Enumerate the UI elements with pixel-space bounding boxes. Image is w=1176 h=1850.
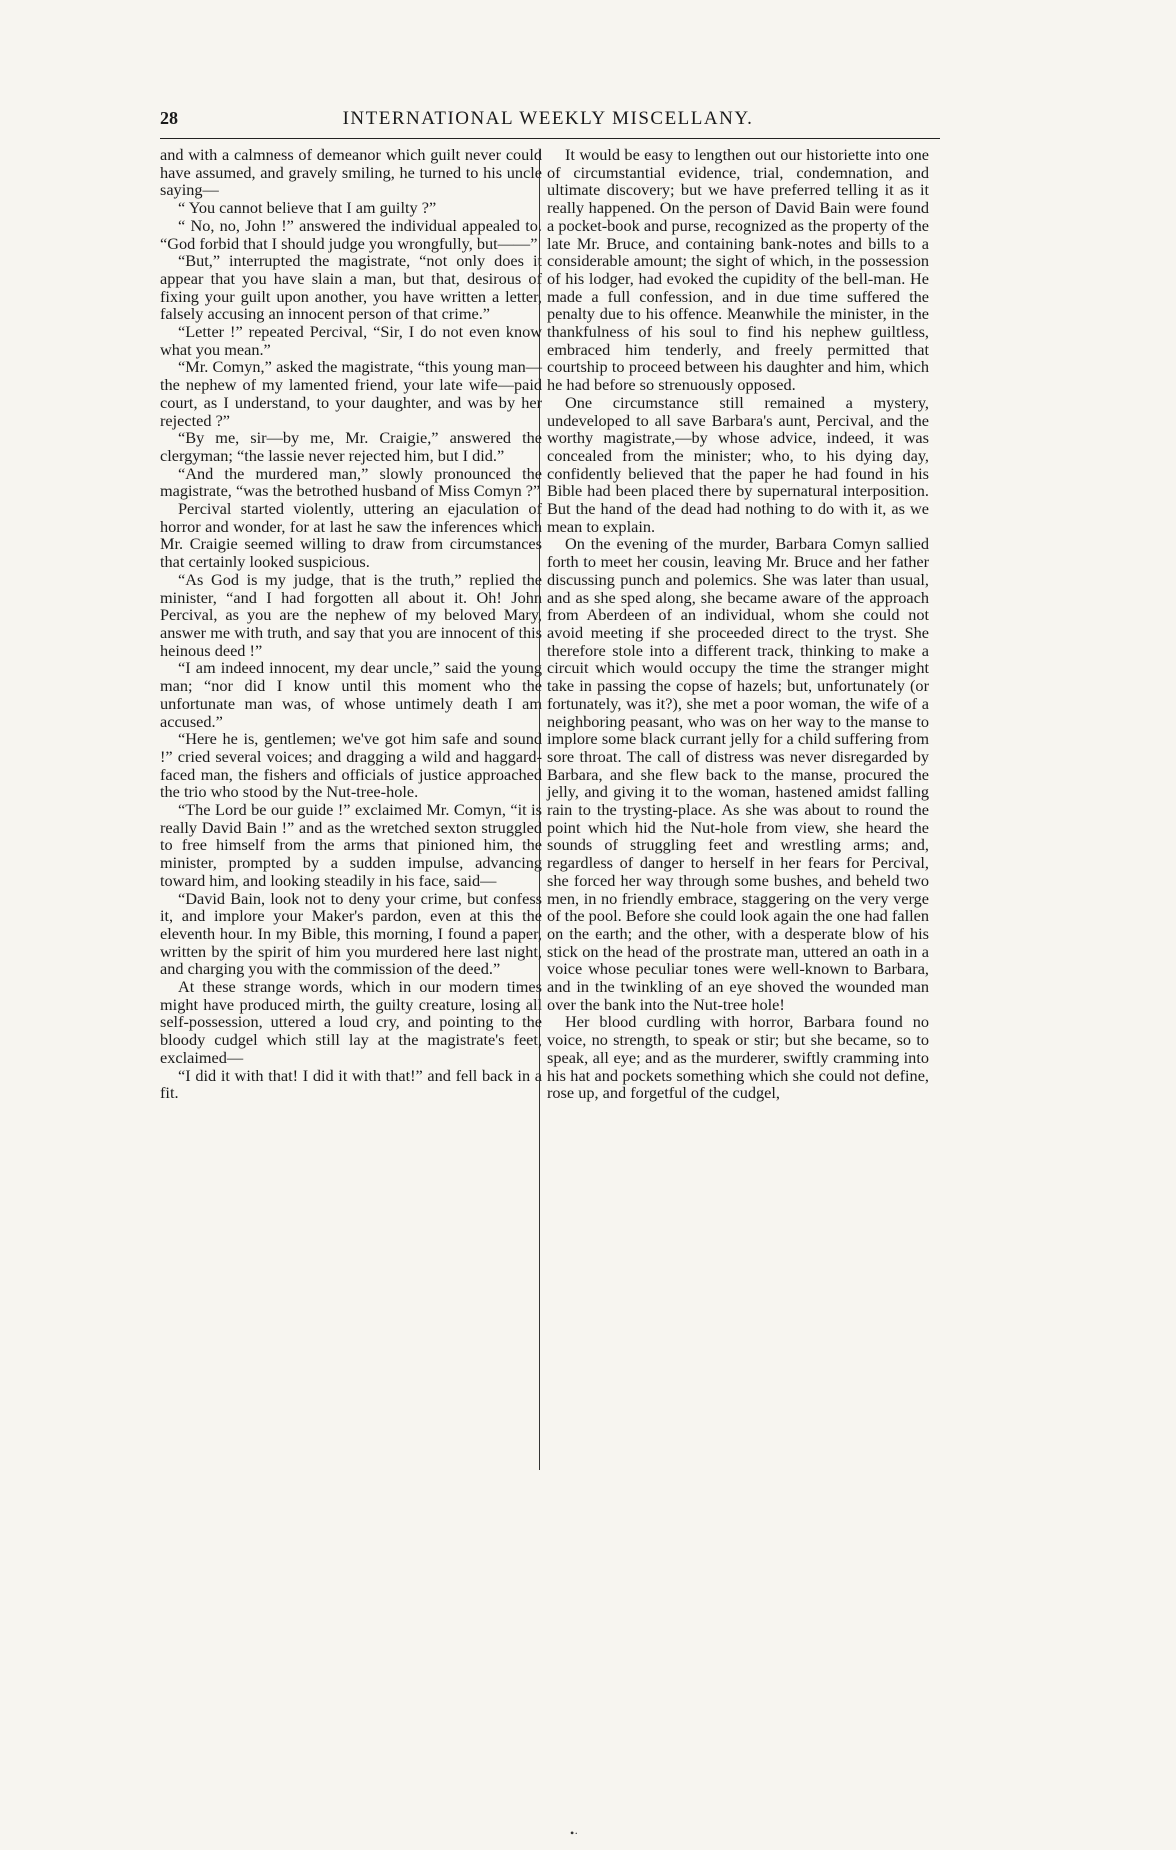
paragraph: “And the murdered man,” slowly pronounced the magistrate, “was the betrothed husband of Miss Comyn ?” — [160, 463, 542, 501]
paragraph: “Letter !” repeated Percival, “Sir, I do not even know what you mean.” — [160, 322, 542, 359]
paragraph: On the evening of the murder, Barbara Comyn sallied forth to meet her cousin, leaving Mr. Bruce and her father discussing punch and polemics. She was later than usual, and as she sped along, she became aware of the approach from Aberdeen of an individual, whom she could not avoid meeting if she proceeded direct to the tryst. She therefore stole into a different track, thinking to make a circuit which would occupy the time the stranger might take in passing the copse of hazels; but, unfortunately (or fortunately, was it?), she met a poor woman, the wife of a neighboring peasant, who was on her way to the manse to implore some black currant jelly for a child suffering from sore throat. The call of distress was never disregarded by Barbara, and she flew back to the manse, procured the jelly, and giving it to the woman, hastened amidst falling rain to the trysting-place. As she was about to round the point which hid the Nut-hole from view, she heard the sounds of struggling feet and wrestling arms; and, regardless of danger to herself in her fears for Percival, she forced her way through some bushes, and beheld two men, in no friendly embrace, staggering on the very verge of the pool. Before she could look again the one had fallen on the earth; and the other, with a desperate blow of his stick on the head of the prostrate man, uttered an oath in a voice whose peculiar tones were well-known to Barbara, and in the twinkling of an eye shoved the wounded man over the bank into the Nut-tree hole! — [547, 534, 929, 1014]
paragraph: At these strange words, which in our modern times might have produced mirth, the guilty creature, losing all self-possession, uttered a loud cry, and pointing to the bloody cudgel which still lay at the magistrate's feet, exclaimed— — [160, 977, 542, 1067]
page-number: 28 — [160, 108, 178, 128]
left-column — [160, 146, 542, 1102]
paragraph: “ No, no, John !” answered the individual appealed to. “God forbid that I should judge you wrongfully, but——” — [160, 215, 542, 253]
paragraph: “David Bain, look not to deny your crime, but confess it, and implore your Maker's pardon, even at this the eleventh hour. In my Bible, this morning, I found a paper, written by the spirit of him you murdered here last night, and charging you with the commission of the deed.” — [160, 888, 542, 979]
paragraph: Percival started violently, uttering an ejaculation of horror and wonder, for at last he saw the inferences which Mr. Craigie seemed willing to draw from circumstances that certainly looked suspicious. — [160, 499, 542, 572]
paragraph: It would be easy to lengthen out our historiette into one of circumstantial evidence, trial, condemnation, and ultimate discovery; but we have preferred telling it as it really happened. On the person of David Bain were found a pocket-book and purse, recognized as the property of the late Mr. Bruce, and containing bank-notes and bills to a considerable amount; the sight of which, in the possession of his lodger, had evoked the cupidity of the bell-man. He made a full confession, and in due time suffered the penalty due to his offence. Meanwhile the minister, in the thankfulness of his soul to find his nephew guiltless, embraced him tenderly, and freely permitted that courtship to proceed between his daughter and him, which he had before so strenuously opposed. — [547, 145, 929, 395]
print-mark: •· — [570, 1826, 579, 1840]
paragraph: “I did it with that! I did it with that!” and fell back in a fit. — [160, 1065, 542, 1103]
paragraph: “Mr. Comyn,” asked the magistrate, “this young man—the nephew of my lamented friend, your late wife—paid court, as I understand, to your daughter, and was by her rejected ?” — [160, 357, 542, 430]
paragraph: and with a calmness of demeanor which guilt never could have assumed, and gravely smiling, he turned to his uncle saying— — [160, 145, 542, 200]
right-column — [547, 146, 929, 1102]
paragraph: “But,” interrupted the magistrate, “not only does it appear that you have slain a man, but that, desirous of fixing your guilt upon another, you have written a letter, falsely accusing an innocent person of that crime.” — [160, 251, 542, 324]
header-rule — [160, 138, 940, 139]
column-divider — [539, 150, 540, 1470]
paragraph: “By me, sir—by me, Mr. Craigie,” answered the clergyman; “the lassie never rejected him, but I did.” — [160, 428, 542, 465]
paragraph: “The Lord be our guide !” exclaimed Mr. Comyn, “it is really David Bain !” and as the wretched sexton struggled to free himself from the arms that pinioned him, the minister, prompted by a sudden impulse, advancing toward him, and looking steadily in his face, said— — [160, 800, 542, 890]
running-title: INTERNATIONAL WEEKLY MISCELLANY. — [342, 108, 754, 129]
paragraph: “ You cannot believe that I am guilty ?” — [178, 198, 437, 218]
paragraph: “As God is my judge, that is the truth,” replied the minister, “and I had forgotten all about it. Oh! John Percival, as you are the nephew of my beloved Mary, answer me with truth, and say that you are innocent of this heinous deed !” — [160, 569, 542, 660]
paragraph: Her blood curdling with horror, Barbara found no voice, no strength, to speak or stir; but she became, so to speak, all eye; and as the murderer, swiftly cramming into his hat and pockets something which she could not define, rose up, and forgetful of the cudgel, — [547, 1012, 929, 1103]
paragraph: “I am indeed innocent, my dear uncle,” said the young man; “nor did I know until this moment who the unfortunate man was, of whose untimely death I am accused.” — [160, 658, 542, 731]
paragraph: One circumstance still remained a mystery, undeveloped to all save Barbara's aunt, Percival, and the worthy magistrate,—by whose advice, indeed, it was concealed from the minister; who, to his dying day, confidently believed that the paper he had found in his Bible had been placed there by supernatural interposition. But the hand of the dead had nothing to do with it, as we mean to explain. — [547, 392, 929, 536]
paragraph: “Here he is, gentlemen; we've got him safe and sound !” cried several voices; and dragging a wild and haggard-faced man, the fishers and officials of justice approached the trio who stood by the Nut-tree-hole. — [160, 729, 542, 802]
page-header — [160, 108, 936, 134]
